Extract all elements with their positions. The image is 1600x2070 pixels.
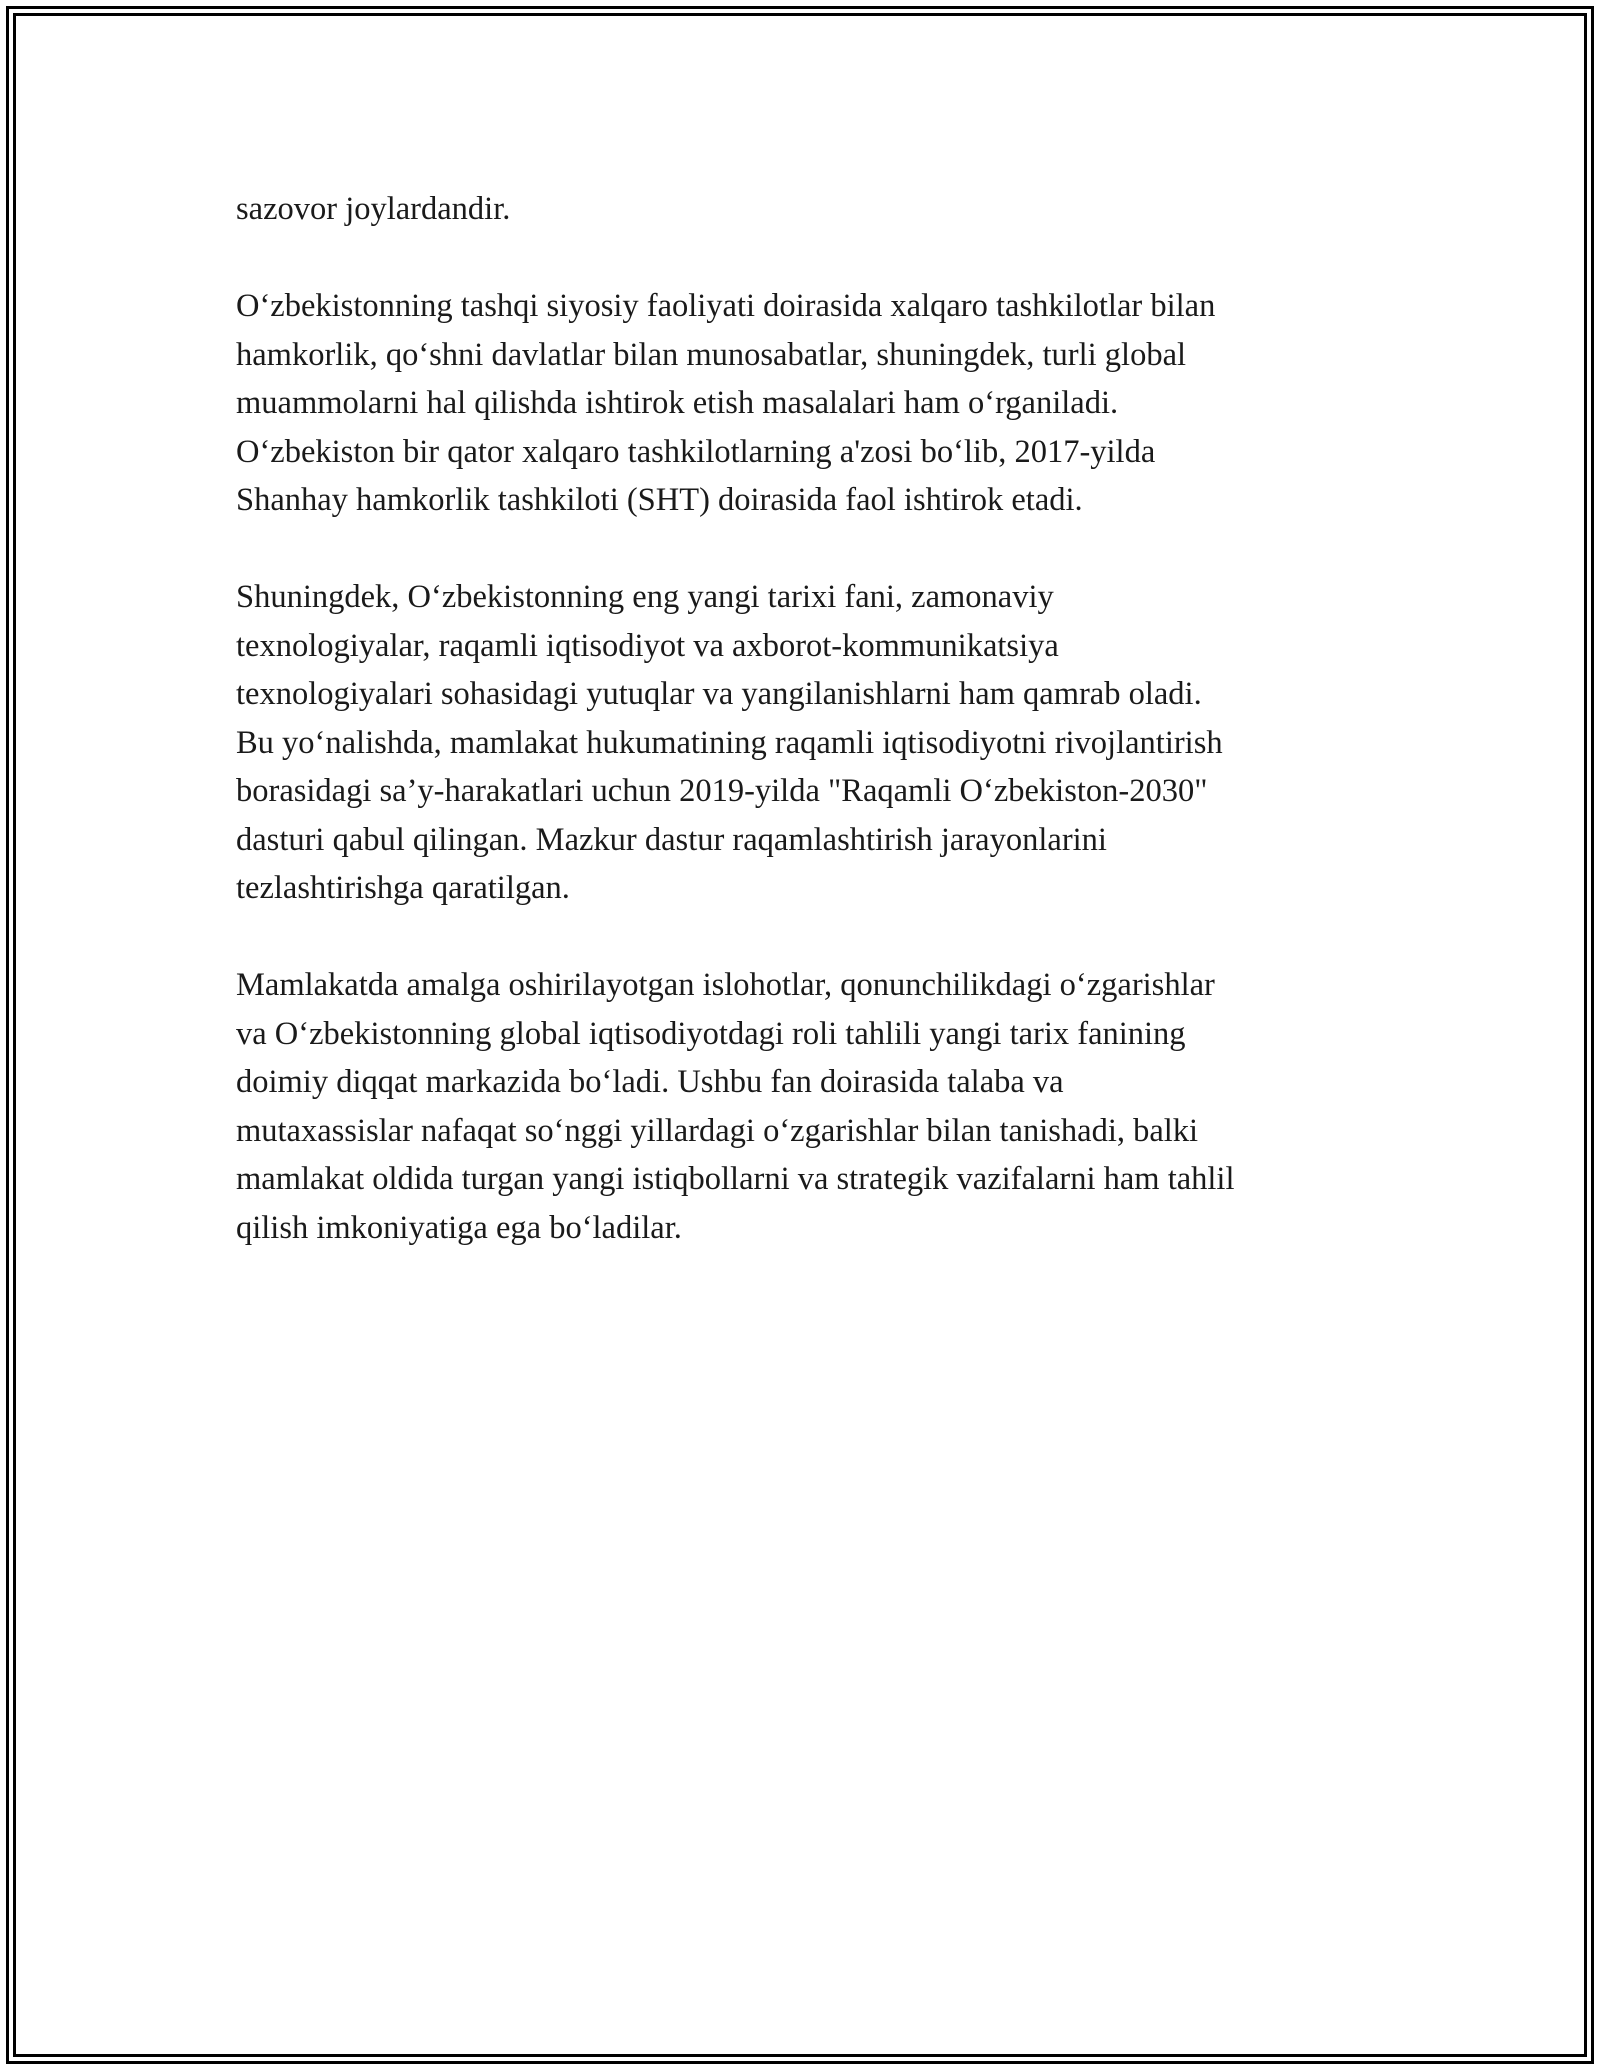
text-line: sazovor joylardandir.: [236, 191, 511, 227]
text-line: va O‘zbekistonning global iqtisodiyotdagi roli tahlili yangi tarix fanining: [236, 1015, 1186, 1052]
text-line: hamkorlik, qo‘shni davlatlar bilan munosabatlar, shuningdek, turli global: [236, 336, 1187, 373]
text-line: O‘zbekiston bir qator xalqaro tashkilotlarning a'zosi bo‘lib, 2017-yilda: [236, 433, 1156, 470]
text-line: muammolarni hal qilishda ishtirok etish masalalari ham o‘rganiladi.: [236, 385, 1119, 421]
paragraph-3: [236, 573, 1386, 913]
text-line: tezlashtirishga qaratilgan.: [236, 870, 570, 906]
text-line: mutaxassislar nafaqat so‘nggi yillardagi o‘zgarishlar bilan tanishadi, balki: [236, 1112, 1199, 1149]
text-line: Mamlakatda amalga oshirilayotgan islohotlar, qonunchilikdagi o‘zgarishlar: [236, 967, 1215, 1003]
paragraph-1: [236, 185, 1386, 234]
paragraph-4: [236, 961, 1386, 1252]
text-line: dasturi qabul qilingan. Mazkur dastur raqamlashtirish jarayonlarini: [236, 821, 1107, 858]
text-line: Shanhay hamkorlik tashkiloti (SHT) doirasida faol ishtirok etadi.: [236, 482, 1083, 518]
text-line: doimiy diqqat markazida bo‘ladi. Ushbu fan doirasida talaba va: [236, 1064, 1064, 1100]
text-line: mamlakat oldida turgan yangi istiqbollarni va strategik vazifalarni ham tahlil: [236, 1161, 1235, 1197]
text-line: qilish imkoniyatiga ega bo‘ladilar.: [236, 1209, 682, 1246]
text-line: texnologiyalar, raqamli iqtisodiyot va axborot-kommunikatsiya: [236, 627, 1059, 664]
paragraph-2: [236, 282, 1386, 525]
text-line: Shuningdek, O‘zbekistonning eng yangi tarixi fani, zamonaviy: [236, 579, 1054, 615]
text-line: borasidagi sa’y-harakatlari uchun 2019-yilda "Raqamli O‘zbekiston-2030": [236, 773, 1208, 809]
document-body: [236, 185, 1386, 1301]
text-line: texnologiyalari sohasidagi yutuqlar va yangilanishlarni ham qamrab oladi.: [236, 676, 1202, 712]
text-line: Bu yo‘nalishda, mamlakat hukumatining raqamli iqtisodiyotni rivojlantirish: [236, 724, 1223, 761]
text-line: O‘zbekistonning tashqi siyosiy faoliyati doirasida xalqaro tashkilotlar bilan: [236, 288, 1216, 324]
